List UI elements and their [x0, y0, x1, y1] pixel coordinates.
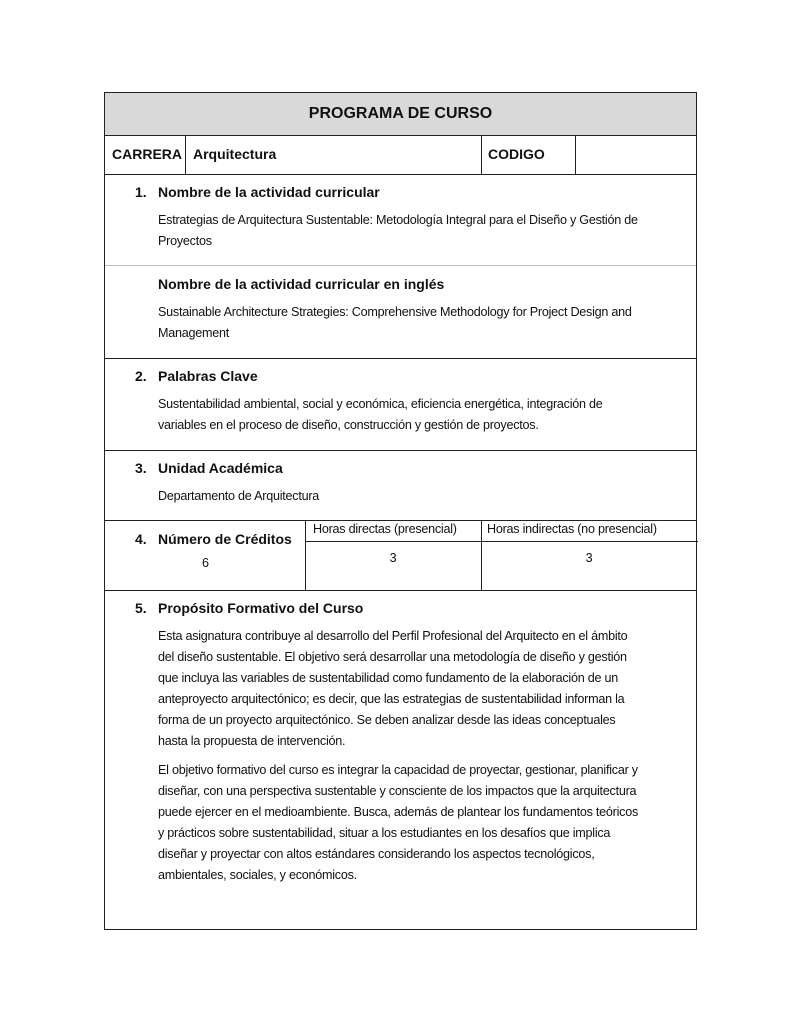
text-line: que incluya las variables de sustentabilidad como fundamento de la elaboración de un [158, 671, 618, 685]
text-line: hasta la propuesta de intervención. [158, 734, 346, 748]
divider [105, 265, 696, 266]
section-heading: Palabras Clave [158, 368, 258, 384]
section-number: 4. [135, 531, 147, 547]
text-line: diseñar, con una perspectiva sustentable y consciente de los impactos que la arquitectura [158, 784, 637, 798]
text-line: Proyectos [158, 234, 212, 248]
purpose-paragraph-2 [158, 760, 638, 886]
section-number: 2. [135, 368, 147, 384]
course-program-table [104, 92, 697, 930]
keywords [158, 394, 603, 436]
indirect-hours-value: 3 [585, 551, 593, 565]
carrera-value: Arquitectura [193, 146, 277, 162]
text-line: anteproyecto arquitectónico; es decir, que las estrategias de sustentabilidad informan la [158, 692, 625, 706]
section-number: 3. [135, 460, 147, 476]
direct-hours-label: Horas directas (presencial) [313, 522, 457, 536]
text-line: Management [158, 326, 230, 340]
section-heading: Nombre de la actividad curricular [158, 184, 380, 200]
text-line: diseñar y proyectar con altos estándares considerando los aspectos tecnológicos, [158, 847, 595, 861]
text-line: El objetivo formativo del curso es integrar la capacidad de proyectar, gestionar, planificar y [158, 763, 638, 777]
text-line: Sustentabilidad ambiental, social y económica, eficiencia energética, integración de [158, 397, 603, 411]
carrera-label: CARRERA [112, 146, 182, 162]
text-line: variables en el proceso de diseño, construcción y gestión de proyectos. [158, 418, 539, 432]
divider [185, 135, 186, 174]
section-heading: Propósito Formativo del Curso [158, 600, 364, 616]
divider [105, 590, 696, 591]
direct-hours-value: 3 [389, 551, 397, 565]
divider [105, 450, 696, 451]
divider [481, 135, 482, 174]
text-line: forma de un proyecto arquitectónico. Se deben analizar desde las ideas conceptuales [158, 713, 616, 727]
text-line: Departamento de Arquitectura [158, 489, 320, 503]
section-heading: Nombre de la actividad curricular en inglés [158, 276, 445, 292]
divider [575, 135, 576, 174]
text-line: Sustainable Architecture Strategies: Comprehensive Methodology for Project Design and [158, 305, 632, 319]
divider [105, 135, 696, 136]
academic-unit [158, 486, 319, 507]
section-heading: Unidad Académica [158, 460, 283, 476]
text-line: Esta asignatura contribuye al desarrollo del Perfil Profesional del Arquitecto en el ámbito [158, 629, 628, 643]
text-line: ambientales, sociales, y económicos. [158, 868, 357, 882]
purpose-paragraph-1 [158, 626, 627, 752]
section-number: 1. [135, 184, 147, 200]
section-heading: Número de Créditos [158, 531, 292, 547]
credits-value: 6 [202, 556, 209, 570]
page-title: PROGRAMA DE CURSO [105, 93, 696, 135]
text-line: del diseño sustentable. El objetivo será desarrollar una metodología de diseño y gestión [158, 650, 627, 664]
divider [105, 358, 696, 359]
divider [105, 174, 696, 175]
divider [305, 541, 698, 542]
text-line: puede ejercer en el medioambiente. Busca, además de plantear los fundamentos teóricos [158, 805, 639, 819]
course-name [158, 210, 638, 252]
section-number: 5. [135, 600, 147, 616]
divider [105, 520, 696, 521]
codigo-label: CODIGO [488, 146, 545, 162]
indirect-hours-label: Horas indirectas (no presencial) [487, 522, 657, 536]
text-line: y prácticos sobre sustentabilidad, situar a los estudiantes en los desafíos que implica [158, 826, 611, 840]
text-line: Estrategias de Arquitectura Sustentable: Metodología Integral para el Diseño y Gestión de [158, 213, 638, 227]
course-name-english [158, 302, 632, 344]
